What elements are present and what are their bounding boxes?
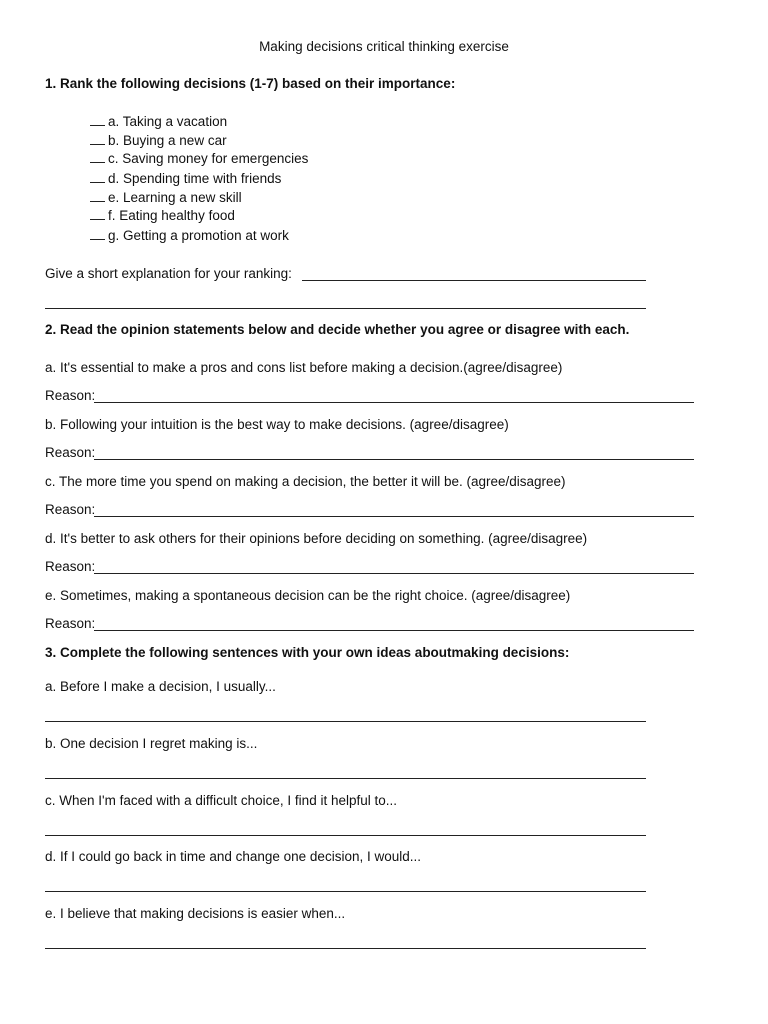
sentence-answer-line[interactable]: [45, 721, 646, 722]
rank-blank[interactable]: [90, 171, 105, 183]
sentence-prompt: b. One decision I regret making is...: [45, 736, 258, 751]
explanation-prompt: Give a short explanation for your ranking:: [45, 266, 292, 281]
rank-item-label: e. Learning a new skill: [108, 190, 242, 205]
reason-label: Reason:: [45, 616, 96, 631]
rank-blank[interactable]: [90, 208, 105, 220]
rank-blank[interactable]: [90, 228, 105, 240]
rank-item: [90, 190, 242, 206]
section1-heading: 1. Rank the following decisions (1-7) based on their importance:: [45, 76, 456, 91]
opinion-statement: e. Sometimes, making a spontaneous decision can be the right choice. (agree/disagree): [45, 588, 571, 603]
sentence-answer-line[interactable]: [45, 778, 646, 779]
sentence-prompt: d. If I could go back in time and change one decision, I would...: [45, 849, 421, 864]
explanation-answer-line[interactable]: [302, 280, 646, 281]
rank-item: [90, 208, 235, 224]
opinion-statement: d. It's better to ask others for their opinions before deciding on something. (agree/disagree): [45, 531, 588, 546]
reason-answer-line[interactable]: [94, 516, 694, 517]
explanation-answer-line[interactable]: [45, 308, 646, 309]
rank-item-label: a. Taking a vacation: [108, 114, 228, 129]
section2-heading: 2. Read the opinion statements below and decide whether you agree or disagree with each.: [45, 322, 630, 337]
reason-label: Reason:: [45, 559, 96, 574]
reason-answer-line[interactable]: [94, 402, 694, 403]
reason-label: Reason:: [45, 388, 96, 403]
sentence-answer-line[interactable]: [45, 891, 646, 892]
reason-answer-line[interactable]: [94, 573, 694, 574]
rank-item: [90, 171, 281, 187]
page-title: Making decisions critical thinking exercise: [259, 39, 509, 54]
rank-blank[interactable]: [90, 133, 105, 145]
sentence-prompt: a. Before I make a decision, I usually...: [45, 679, 276, 694]
opinion-statement: a. It's essential to make a pros and cons list before making a decision.(agree/disagree): [45, 360, 563, 375]
sentence-prompt: c. When I'm faced with a difficult choice, I find it helpful to...: [45, 793, 397, 808]
sentence-answer-line[interactable]: [45, 948, 646, 949]
rank-item-label: d. Spending time with friends: [108, 171, 282, 186]
reason-label: Reason:: [45, 502, 96, 517]
reason-answer-line[interactable]: [94, 630, 694, 631]
sentence-prompt: e. I believe that making decisions is easier when...: [45, 906, 346, 921]
sentence-answer-line[interactable]: [45, 835, 646, 836]
section3-heading: 3. Complete the following sentences with your own ideas aboutmaking decisions:: [45, 645, 570, 660]
rank-blank[interactable]: [90, 190, 105, 202]
rank-item-label: g. Getting a promotion at work: [108, 228, 289, 243]
opinion-statement: c. The more time you spend on making a decision, the better it will be. (agree/disagree): [45, 474, 566, 489]
rank-blank[interactable]: [90, 151, 105, 163]
rank-item: [90, 151, 308, 167]
rank-item: [90, 114, 227, 130]
rank-item-label: c. Saving money for emergencies: [108, 151, 309, 166]
rank-item: [90, 228, 289, 244]
reason-answer-line[interactable]: [94, 459, 694, 460]
reason-label: Reason:: [45, 445, 96, 460]
rank-item-label: b. Buying a new car: [108, 133, 227, 148]
opinion-statement: b. Following your intuition is the best way to make decisions. (agree/disagree): [45, 417, 509, 432]
rank-item-label: f. Eating healthy food: [108, 208, 235, 223]
rank-item: [90, 133, 227, 149]
rank-blank[interactable]: [90, 114, 105, 126]
